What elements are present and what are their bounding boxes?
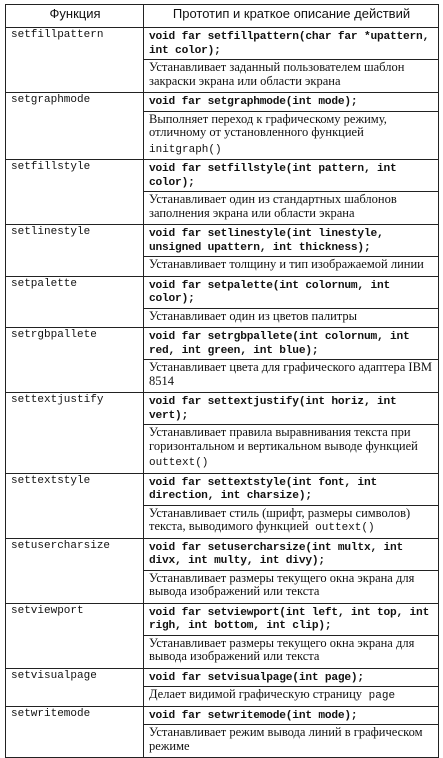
description-text: Устанавливает режим вывода линий в графическом режиме	[149, 725, 423, 753]
function-description-cell	[144, 160, 439, 225]
description-code: outtext()	[149, 457, 209, 469]
function-description	[149, 361, 434, 390]
function-description-cell	[144, 538, 439, 603]
function-prototype: void far setfillstyle(int pattern, int color);	[144, 161, 438, 192]
table-row	[6, 393, 439, 474]
function-description-cell	[144, 706, 439, 758]
function-name: setfillpattern	[6, 28, 144, 93]
function-prototype: void far setpalette(int colornum, int color);	[144, 278, 438, 309]
description-text: Устанавливает правила выравнивания текста при горизонтальном и вертикальном выводе функцией	[149, 425, 418, 453]
table-row	[6, 538, 439, 603]
function-prototype: void far setfillpattern(char far *upattern, int color);	[144, 29, 438, 60]
function-prototype: void far setviewport(int left, int top, int righ, int bottom, int clip);	[144, 605, 438, 636]
description-text: Делает видимой графическую страницу	[149, 687, 363, 701]
table-row	[6, 603, 439, 668]
function-description-cell	[144, 603, 439, 668]
table-row	[6, 706, 439, 758]
table-row	[6, 225, 439, 277]
function-description	[149, 726, 434, 755]
function-prototype: void far setlinestyle(int linestyle, unsigned upattern, int thickness);	[144, 226, 438, 257]
description-code: initgraph()	[149, 143, 222, 156]
function-description	[149, 258, 434, 274]
table-row	[6, 93, 439, 160]
description-code: page	[362, 690, 396, 702]
function-description	[149, 61, 434, 90]
function-description	[149, 688, 434, 704]
function-description-cell	[144, 393, 439, 474]
function-description-cell	[144, 93, 439, 160]
description-text: Устанавливает один из цветов палитры	[149, 308, 358, 323]
function-description-cell	[144, 328, 439, 393]
function-prototype: void far setvisualpage(int page);	[144, 670, 438, 688]
function-description-cell	[144, 225, 439, 277]
function-description	[149, 572, 434, 601]
function-description	[149, 193, 434, 222]
description-text: Устанавливает толщину и тип изображаемой линии	[149, 257, 424, 271]
header-prototype: Прототип и краткое описание действий	[144, 5, 439, 28]
function-description-cell	[144, 28, 439, 93]
header-row	[6, 5, 439, 28]
function-prototype: void far settextjustify(int horiz, int vert);	[144, 394, 438, 425]
table-row	[6, 328, 439, 393]
function-description	[149, 637, 434, 666]
description-text: Устанавливает стиль (шрифт, размеры символов) текста, выводимого функцией	[149, 505, 411, 533]
function-prototype: void far settextstyle(int font, int direction, int charsize);	[144, 475, 438, 506]
table-row	[6, 160, 439, 225]
header-function: Функция	[6, 5, 144, 28]
function-prototype: void far setwritemode(int mode);	[144, 708, 438, 726]
description-text: Устанавливает размеры текущего окна экрана для вывода изображений или текста	[149, 570, 415, 598]
function-name: setfillstyle	[6, 160, 144, 225]
function-prototype: void far setusercharsize(int multx, int divx, int multy, int divy);	[144, 540, 438, 571]
table-body	[6, 28, 439, 758]
function-name: settextjustify	[6, 393, 144, 474]
table-row	[6, 28, 439, 93]
function-name: setwritemode	[6, 706, 144, 758]
table-row	[6, 668, 439, 706]
description-text: Устанавливает заданный пользователем шаблон закраски экрана или области экрана	[149, 60, 405, 88]
description-text: Устанавливает цвета для графического адаптера IBM 8514	[149, 360, 433, 388]
function-prototype: void far setgraphmode(int mode);	[144, 94, 438, 112]
function-name: setrgbpallete	[6, 328, 144, 393]
description-text: Устанавливает размеры текущего окна экрана для вывода изображений или текста	[149, 635, 415, 663]
table-row	[6, 473, 439, 538]
function-description	[149, 507, 434, 536]
function-name: setlinestyle	[6, 225, 144, 277]
table-row	[6, 276, 439, 328]
function-description-cell	[144, 473, 439, 538]
function-description-cell	[144, 276, 439, 328]
functions-table	[5, 4, 439, 758]
description-text: Устанавливает один из стандартных шаблонов заполнения экрана или области экрана	[149, 192, 397, 220]
description-code: outtext()	[308, 522, 375, 534]
function-name: setviewport	[6, 603, 144, 668]
function-name: setgraphmode	[6, 93, 144, 160]
function-name: setpalette	[6, 276, 144, 328]
function-description	[149, 426, 434, 471]
function-name: setvisualpage	[6, 668, 144, 706]
function-description	[149, 113, 434, 158]
function-name: settextstyle	[6, 473, 144, 538]
description-text: Выполняет переход к графическому режиму, отличному от установленного функцией	[149, 111, 387, 139]
function-name: setusercharsize	[6, 538, 144, 603]
function-description-cell	[144, 668, 439, 706]
function-description	[149, 310, 434, 326]
function-prototype: void far setrgbpallete(int colornum, int red, int green, int blue);	[144, 329, 438, 360]
